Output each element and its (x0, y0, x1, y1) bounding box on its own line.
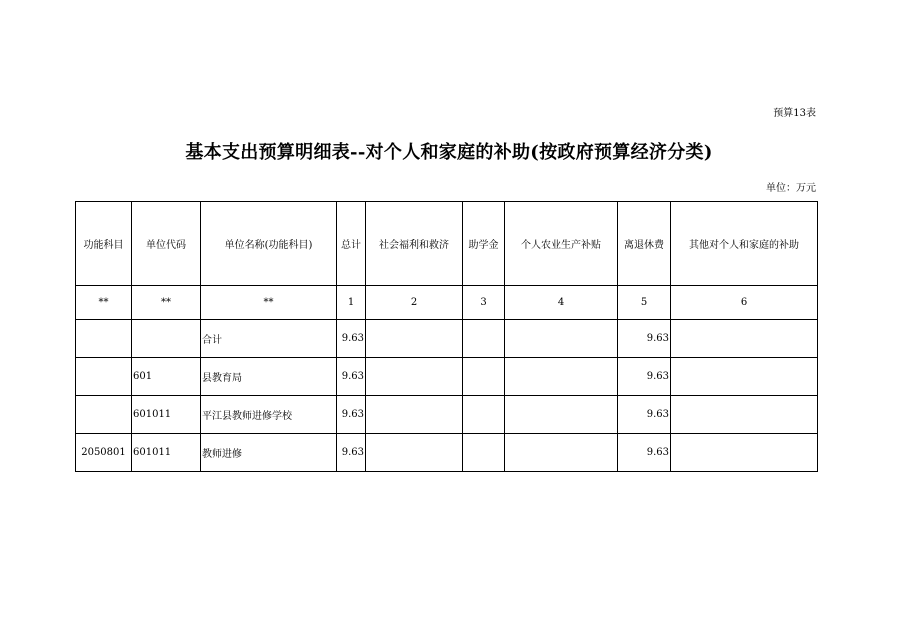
header-row (76, 202, 818, 286)
cell-unit-code: 601011 (132, 396, 201, 434)
cell-welfare (366, 358, 463, 396)
cell-welfare (366, 396, 463, 434)
cell-unit-name: 平江县教师进修学校 (201, 396, 337, 434)
budget-table (75, 201, 818, 472)
index-cell: ** (132, 286, 201, 320)
cell-other (671, 396, 818, 434)
table-row (76, 434, 818, 472)
cell-total: 9.63 (337, 396, 366, 434)
index-cell: 5 (618, 286, 671, 320)
cell-other (671, 434, 818, 472)
cell-unit-name: 教师进修 (201, 434, 337, 472)
cell-agri (505, 396, 618, 434)
cell-retire: 9.63 (618, 358, 671, 396)
page-title: 基本支出预算明细表--对个人和家庭的补助(按政府预算经济分类) (185, 142, 713, 163)
header-cell-total: 总计 (337, 202, 366, 286)
index-cell: 3 (463, 286, 505, 320)
header-cell-agri: 个人农业生产补贴 (505, 202, 618, 286)
cell-function (76, 396, 132, 434)
cell-other (671, 320, 818, 358)
index-row (76, 286, 818, 320)
header-cell-retire: 离退休费 (618, 202, 671, 286)
table-row (76, 358, 818, 396)
header-cell-function: 功能科目 (76, 202, 132, 286)
index-cell: ** (201, 286, 337, 320)
cell-unit-code (132, 320, 201, 358)
cell-agri (505, 320, 618, 358)
cell-unit-code: 601011 (132, 434, 201, 472)
cell-agri (505, 358, 618, 396)
cell-other (671, 358, 818, 396)
cell-function (76, 320, 132, 358)
cell-total: 9.63 (337, 434, 366, 472)
cell-total: 9.63 (337, 358, 366, 396)
header-cell-unit-code: 单位代码 (132, 202, 201, 286)
cell-grant (463, 320, 505, 358)
index-cell: ** (76, 286, 132, 320)
cell-welfare (366, 434, 463, 472)
header-cell-unit-name: 单位名称(功能科目) (201, 202, 337, 286)
cell-unit-name: 县教育局 (201, 358, 337, 396)
cell-grant (463, 358, 505, 396)
table-row (76, 396, 818, 434)
unit-label: 单位：万元 (766, 183, 816, 194)
index-cell: 4 (505, 286, 618, 320)
cell-retire: 9.63 (618, 396, 671, 434)
cell-grant (463, 396, 505, 434)
cell-unit-name: 合计 (201, 320, 337, 358)
cell-agri (505, 434, 618, 472)
header-cell-other: 其他对个人和家庭的补助 (671, 202, 818, 286)
index-cell: 1 (337, 286, 366, 320)
header-cell-grant: 助学金 (463, 202, 505, 286)
cell-function (76, 358, 132, 396)
cell-unit-code: 601 (132, 358, 201, 396)
index-cell: 6 (671, 286, 818, 320)
cell-total: 9.63 (337, 320, 366, 358)
header-cell-welfare: 社会福利和救济 (366, 202, 463, 286)
table-row (76, 320, 818, 358)
cell-retire: 9.63 (618, 434, 671, 472)
cell-retire: 9.63 (618, 320, 671, 358)
table-number: 预算13表 (773, 108, 816, 119)
cell-function: 2050801 (76, 434, 132, 472)
index-cell: 2 (366, 286, 463, 320)
cell-grant (463, 434, 505, 472)
cell-welfare (366, 320, 463, 358)
